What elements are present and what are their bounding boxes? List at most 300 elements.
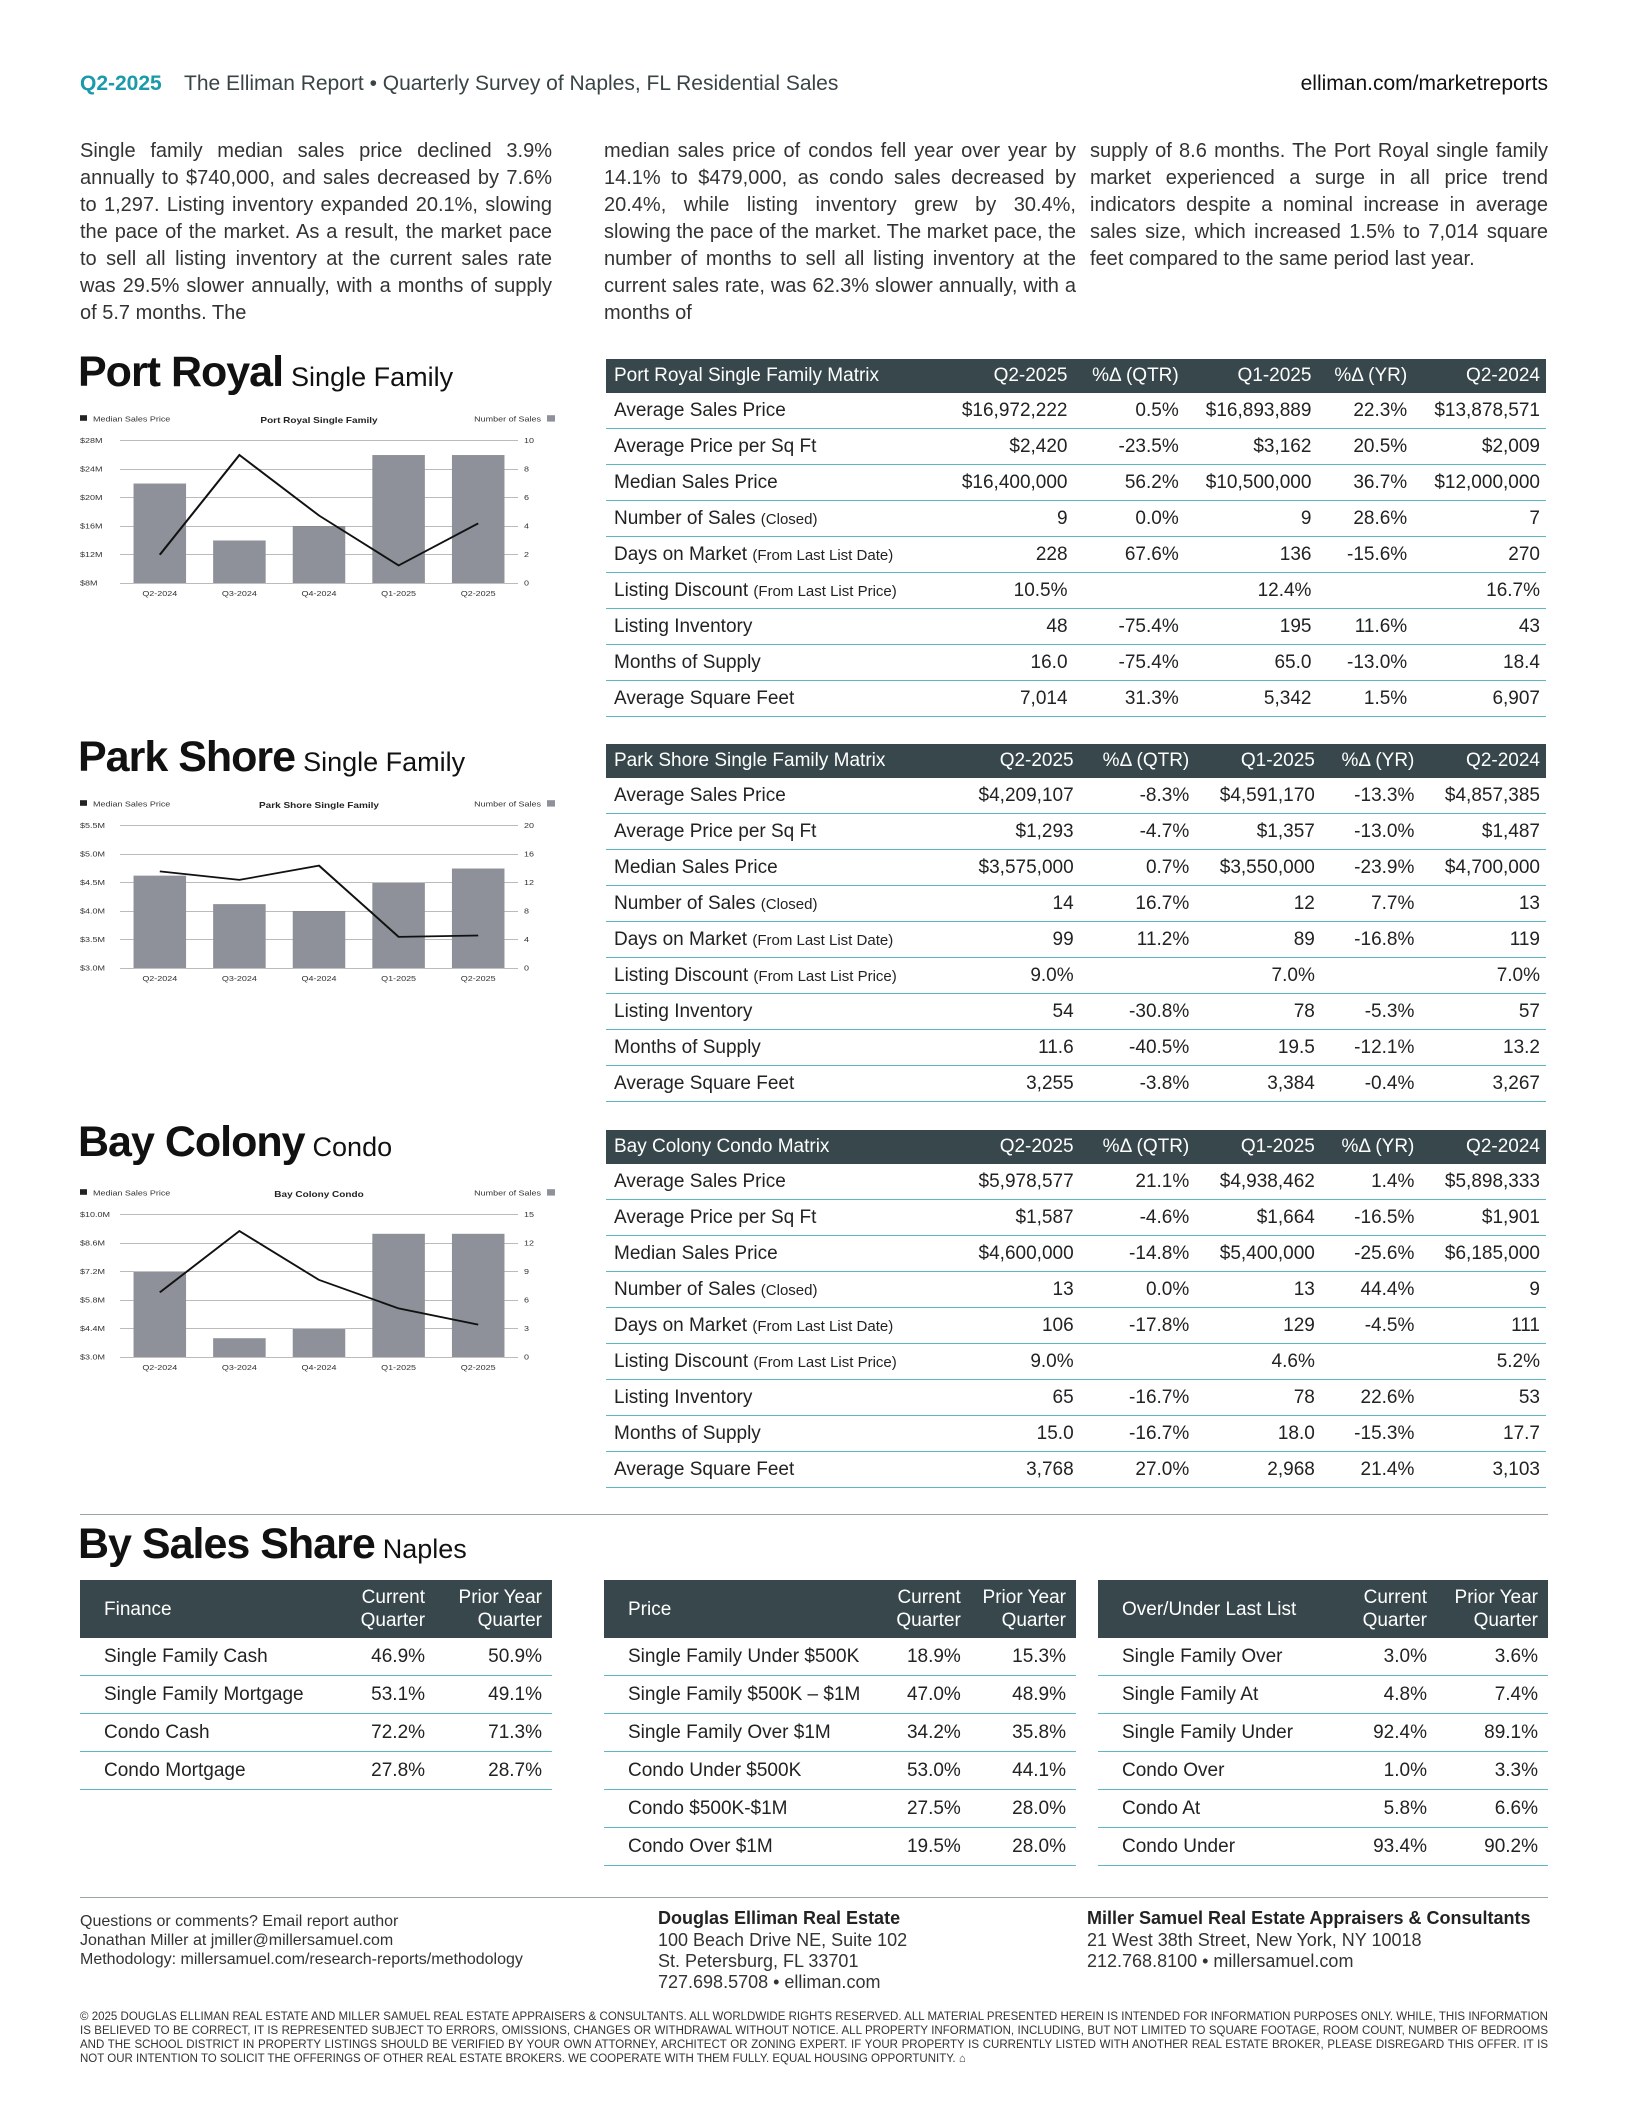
matrix-cell: 195: [1185, 609, 1318, 645]
share-row: [1098, 1714, 1548, 1752]
report-title: The Elliman Report • Quarterly Survey of Naples, FL Residential Sales: [184, 72, 839, 95]
share-row: [604, 1752, 1076, 1790]
chart-bay-colony: [80, 1186, 558, 1386]
section-title-port-royal: Port Royal Single Family: [78, 348, 454, 396]
share-cell: 5.8%: [1332, 1790, 1437, 1828]
matrix-cell: -16.7%: [1080, 1416, 1196, 1452]
matrix-row: [606, 1416, 1546, 1452]
legend-number-of-sales: Number of Sales: [474, 1189, 541, 1198]
right-axis-tick: 0: [524, 1353, 530, 1362]
matrix-cell: $2,009: [1413, 429, 1546, 465]
metric-name: Average Sales Price: [614, 1170, 786, 1192]
metric-name: Average Price per Sq Ft: [614, 435, 817, 457]
matrix-cell: $5,978,577: [954, 1164, 1080, 1200]
matrix-cell: 54: [954, 994, 1080, 1030]
footer-douglas-elliman: [658, 1908, 907, 1993]
metric-name: Months of Supply: [614, 1422, 761, 1444]
share-cell: 53.1%: [325, 1676, 435, 1714]
matrix-row-label: [606, 609, 941, 645]
metric-name: Number of Sales: [614, 507, 756, 529]
matrix-row-label: [606, 814, 954, 850]
matrix-row: [606, 958, 1546, 994]
metric-qualifier: (From Last List Date): [752, 1317, 894, 1335]
matrix-cell: 5.2%: [1420, 1344, 1546, 1380]
matrix-cell: 21.4%: [1321, 1452, 1421, 1488]
matrix-row: [606, 1066, 1546, 1102]
matrix-cell: 106: [954, 1308, 1080, 1344]
intro-paragraph-3: supply of 8.6 months. The Port Royal single family market experienced a surge in all price trend indicators despite a nominal increase in average sales size, which increased 1.5% to 7,014 square feet compared to the same period last year.: [1090, 140, 1548, 270]
section-title-park-shore: Park Shore Single Family: [78, 733, 466, 781]
metric-name: Months of Supply: [614, 1036, 761, 1058]
share-cell: 49.1%: [435, 1676, 552, 1714]
metric-name: Median Sales Price: [614, 471, 778, 493]
matrix-cell: -13.0%: [1317, 645, 1413, 681]
metric-name: Average Sales Price: [614, 399, 786, 421]
matrix-cell: 9.0%: [954, 1344, 1080, 1380]
matrix-row: [606, 537, 1546, 573]
matrix-cell: 136: [1185, 537, 1318, 573]
matrix-cell: $4,700,000: [1420, 850, 1546, 886]
matrix-cell: 65.0: [1185, 645, 1318, 681]
share-row-label: Condo Over: [1098, 1752, 1332, 1790]
matrix-cell: 3,267: [1420, 1066, 1546, 1102]
x-axis-tick: Q1-2025: [381, 1363, 417, 1372]
share-cell: 89.1%: [1437, 1714, 1548, 1752]
matrix-cell: 31.3%: [1074, 681, 1185, 717]
metric-name: Average Price per Sq Ft: [614, 820, 817, 842]
metric-name: Listing Inventory: [614, 1386, 753, 1408]
matrix-row-label: [606, 1380, 954, 1416]
share-cell: 34.2%: [870, 1714, 970, 1752]
footer-de-contact[interactable]: 727.698.5708 • elliman.com: [658, 1972, 881, 1992]
share-row: [80, 1638, 552, 1676]
bar-number-of-sales: [452, 1234, 505, 1357]
matrix-cell: $16,893,889: [1185, 393, 1318, 429]
matrix-column-header: %Δ (YR): [1321, 1130, 1421, 1164]
metric-name: Median Sales Price: [614, 856, 778, 878]
matrix-cell: 18.0: [1195, 1416, 1321, 1452]
matrix-cell: 27.0%: [1080, 1452, 1196, 1488]
matrix-cell: -16.8%: [1321, 922, 1421, 958]
share-row: [604, 1828, 1076, 1866]
right-axis-tick: 12: [524, 1239, 534, 1248]
matrix-cell: 13: [1195, 1272, 1321, 1308]
share-cell: 3.0%: [1332, 1638, 1437, 1676]
matrix-cell: 14: [954, 886, 1080, 922]
bar-number-of-sales: [293, 1329, 346, 1357]
matrix-cell: $4,591,170: [1195, 778, 1321, 814]
matrix-cell: -23.9%: [1321, 850, 1421, 886]
matrix-cell: [1321, 1344, 1421, 1380]
metric-name: Listing Inventory: [614, 1000, 753, 1022]
matrix-cell: 5,342: [1185, 681, 1318, 717]
matrix-cell: 16.7%: [1080, 886, 1196, 922]
bar-number-of-sales: [213, 904, 266, 968]
legend-swatch-sales: [547, 415, 555, 421]
legend-swatch-sales: [547, 1189, 555, 1195]
matrix-row-label: [606, 501, 941, 537]
left-axis-tick: $5.8M: [80, 1296, 105, 1305]
right-axis-tick: 6: [524, 1296, 530, 1305]
matrix-row-label: [606, 429, 941, 465]
matrix-cell: $3,162: [1185, 429, 1318, 465]
right-axis-tick: 10: [524, 437, 534, 445]
matrix-cell: $16,400,000: [941, 465, 1074, 501]
metric-name: Number of Sales: [614, 892, 756, 914]
right-axis-tick: 6: [524, 493, 530, 502]
bar-number-of-sales: [134, 484, 187, 584]
share-row: [80, 1676, 552, 1714]
matrix-row-label: [606, 1200, 954, 1236]
bar-number-of-sales: [372, 1234, 425, 1357]
matrix-cell: $12,000,000: [1413, 465, 1546, 501]
right-axis-tick: 3: [524, 1324, 530, 1333]
bar-number-of-sales: [213, 1338, 266, 1357]
share-cell: 71.3%: [435, 1714, 552, 1752]
matrix-row: [606, 778, 1546, 814]
matrix-cell: 9: [1185, 501, 1318, 537]
share-row-label: Single Family Over: [1098, 1638, 1332, 1676]
matrix-cell: -12.1%: [1321, 1030, 1421, 1066]
matrix-cell: -14.8%: [1080, 1236, 1196, 1272]
left-axis-tick: $10.0M: [80, 1211, 110, 1219]
chart-title: Bay Colony Condo: [274, 1190, 364, 1199]
matrix-row-label: [606, 958, 954, 994]
left-axis-tick: $5.0M: [80, 850, 105, 859]
footer-de-address-2: St. Petersburg, FL 33701: [658, 1951, 859, 1971]
footer-de-name: Douglas Elliman Real Estate: [658, 1908, 901, 1928]
matrix-row-label: [606, 1066, 954, 1102]
matrix-row-label: [606, 1308, 954, 1344]
matrix-row: [606, 429, 1546, 465]
matrix-row: [606, 1380, 1546, 1416]
footer-ms-contact[interactable]: 212.768.8100 • millersamuel.com: [1087, 1951, 1354, 1971]
matrix-row: [606, 922, 1546, 958]
matrix-row-label: [606, 1272, 954, 1308]
matrix-cell: -75.4%: [1074, 645, 1185, 681]
matrix-row: [606, 1272, 1546, 1308]
share-header-row: [80, 1580, 552, 1638]
matrix-cell: 0.0%: [1074, 501, 1185, 537]
legend-swatch-median: [80, 1189, 87, 1195]
matrix-cell: 270: [1413, 537, 1546, 573]
matrix-cell: -23.5%: [1074, 429, 1185, 465]
matrix-cell: [1080, 958, 1196, 994]
matrix-cell: 7,014: [941, 681, 1074, 717]
metric-name: Days on Market: [614, 928, 748, 950]
matrix-cell: 16.0: [941, 645, 1074, 681]
share-cell: 35.8%: [971, 1714, 1076, 1752]
bar-number-of-sales: [372, 455, 425, 583]
x-axis-tick: Q2-2025: [460, 589, 496, 598]
matrix-cell: 22.6%: [1321, 1380, 1421, 1416]
metric-qualifier: (From Last List Date): [752, 546, 894, 564]
bar-number-of-sales: [372, 883, 425, 968]
matrix-cell: 10.5%: [941, 573, 1074, 609]
metric-name: Median Sales Price: [614, 1242, 778, 1264]
matrix-cell: 56.2%: [1074, 465, 1185, 501]
matrix-row-label: [606, 778, 954, 814]
matrix-cell: 18.4: [1413, 645, 1546, 681]
matrix-cell: 19.5: [1195, 1030, 1321, 1066]
matrix-cell: -15.3%: [1321, 1416, 1421, 1452]
share-row-label: Single Family Over $1M: [604, 1714, 870, 1752]
matrix-cell: $3,575,000: [954, 850, 1080, 886]
matrix-cell: 43: [1413, 609, 1546, 645]
matrix-row: [606, 886, 1546, 922]
metric-name: Average Price per Sq Ft: [614, 1206, 817, 1228]
footer-miller-samuel: [1087, 1908, 1530, 1972]
line-median-sales-price: [160, 1231, 478, 1325]
share-row: [604, 1676, 1076, 1714]
right-axis-tick: 9: [524, 1267, 530, 1276]
matrix-cell: 22.3%: [1317, 393, 1413, 429]
share-column-header: Current Quarter: [1332, 1580, 1437, 1638]
share-cell: 6.6%: [1437, 1790, 1548, 1828]
share-row-label: Single Family Cash: [80, 1638, 325, 1676]
matrix-row-label: [606, 1416, 954, 1452]
matrix-cell: 9: [1420, 1272, 1546, 1308]
right-axis-tick: 4: [524, 935, 530, 944]
metric-qualifier: (From Last List Price): [753, 1353, 897, 1371]
matrix-column-header: %Δ (YR): [1317, 359, 1413, 393]
left-axis-tick: $24M: [80, 465, 103, 474]
matrix-row: [606, 393, 1546, 429]
x-axis-tick: Q4-2024: [301, 589, 337, 598]
bar-number-of-sales: [452, 869, 505, 969]
matrix-cell: -8.3%: [1080, 778, 1196, 814]
matrix-row-label: [606, 645, 941, 681]
matrix-row: [606, 465, 1546, 501]
share-column-header: Over/Under Last List: [1098, 1580, 1332, 1638]
matrix-row-label: [606, 1164, 954, 1200]
matrix-cell: -4.6%: [1080, 1200, 1196, 1236]
matrix-cell: [1074, 573, 1185, 609]
matrix-cell: [1317, 573, 1413, 609]
share-cell: 92.4%: [1332, 1714, 1437, 1752]
matrix-cell: 78: [1195, 994, 1321, 1030]
matrix-cell: 0.0%: [1080, 1272, 1196, 1308]
matrix-header-row: [606, 744, 1546, 778]
matrix-cell: -25.6%: [1321, 1236, 1421, 1272]
matrix-column-header: Q2-2025: [941, 359, 1074, 393]
share-column-header: Price: [604, 1580, 870, 1638]
matrix-cell: $4,209,107: [954, 778, 1080, 814]
chart-title: Port Royal Single Family: [260, 416, 378, 425]
bar-number-of-sales: [134, 876, 187, 969]
bar-number-of-sales: [213, 540, 266, 583]
matrix-column-header: Q1-2025: [1195, 1130, 1321, 1164]
intro-paragraph-1: Single family median sales price declined 3.9% annually to $740,000, and sales decreased by 7.6% to 1,297. Listing inventory expanded 20.1%, slowing the pace of the market. As a result, the market pace to sell all listing inventory at the current sales rate was 29.5% slower annually, with a months of supply of 5.7 months. The: [80, 140, 552, 324]
matrix-cell: -3.8%: [1080, 1066, 1196, 1102]
matrix-column-header: Q2-2024: [1420, 1130, 1546, 1164]
matrix-cell: 3,768: [954, 1452, 1080, 1488]
bar-number-of-sales: [452, 455, 505, 583]
matrix-title: Port Royal Single Family Matrix: [606, 359, 941, 393]
legend-swatch-sales: [547, 800, 555, 806]
share-row-label: Condo Under $500K: [604, 1752, 870, 1790]
matrix-cell: $1,487: [1420, 814, 1546, 850]
section-divider: [80, 1514, 1548, 1515]
share-cell: 4.8%: [1332, 1676, 1437, 1714]
left-axis-tick: $20M: [80, 493, 103, 502]
share-cell: 90.2%: [1437, 1828, 1548, 1866]
matrix-cell: 4.6%: [1195, 1344, 1321, 1380]
chart-port-royal: [80, 412, 558, 612]
share-cell: 53.0%: [870, 1752, 970, 1790]
matrix-cell: 7.0%: [1195, 958, 1321, 994]
footer-ms-address: 21 West 38th Street, New York, NY 10018: [1087, 1930, 1422, 1950]
share-cell: 15.3%: [971, 1638, 1076, 1676]
x-axis-tick: Q1-2025: [381, 589, 417, 598]
matrix-row: [606, 573, 1546, 609]
share-row-label: Condo Cash: [80, 1714, 325, 1752]
legend-swatch-median: [80, 415, 87, 421]
share-cell: 18.9%: [870, 1638, 970, 1676]
metric-qualifier: (Closed): [760, 1281, 818, 1299]
share-cell: 28.0%: [971, 1828, 1076, 1866]
share-row-label: Single Family At: [1098, 1676, 1332, 1714]
footer-author-email[interactable]: Jonathan Miller at jmiller@millersamuel.com: [80, 1932, 394, 1949]
metric-name: Number of Sales: [614, 1278, 756, 1300]
copyright-text: © 2025 DOUGLAS ELLIMAN REAL ESTATE AND MILLER SAMUEL REAL ESTATE APPRAISERS & CONSULTANTS. ALL WORLDWIDE RIGHTS RESERVED. ALL MATERIAL PRESENTED HEREIN IS INTENDED FOR INFORMATION PURPOSES ONLY. WHILE, THIS INFORMATION IS BELIEVED TO BE CORRECT, IT IS REPRESENTED SUBJECT TO ERRORS, OMISSIONS, CHANGES OR WITHDRAWAL WITHOUT NOTICE. ALL PROPERTY INFORMATION, INCLUDING, BUT NOT LIMITED TO SQUARE FOOTAGE, ROOM COUNT, NUMBER OF BEDROOMS AND THE SCHOOL DISTRICT IN PROPERTY LISTINGS SHOULD BE VERIFIED BY YOUR OWN ATTORNEY, ARCHITECT OR ZONING EXPERT. IF YOUR PROPERTY IS CURRENTLY LISTED WITH ANOTHER REAL ESTATE BROKER, PLEASE DISREGARD THIS OFFER. IT IS NOT OUR INTENTION TO SOLICIT THE OFFERINGS OF OTHER REAL ESTATE BROKERS. WE COOPERATE WITH THEM FULLY. EQUAL HOUSING OPPORTUNITY.: [80, 2011, 1548, 2065]
matrix-bay-colony: [606, 1130, 1546, 1488]
right-axis-tick: 8: [524, 465, 530, 474]
left-axis-tick: $8M: [80, 579, 98, 588]
matrix-row: [606, 1236, 1546, 1272]
matrix-row-label: [606, 681, 941, 717]
matrix-cell: 1.5%: [1317, 681, 1413, 717]
share-row: [604, 1714, 1076, 1752]
equal-housing-icon: ⌂: [958, 2053, 966, 2065]
matrix-cell: $2,420: [941, 429, 1074, 465]
sales-share-list-table: [1098, 1580, 1548, 1866]
share-cell: 46.9%: [325, 1638, 435, 1676]
share-column-header: Current Quarter: [325, 1580, 435, 1638]
report-quarter: Q2-2025: [80, 72, 162, 95]
matrix-cell: $10,500,000: [1185, 465, 1318, 501]
matrix-cell: 228: [941, 537, 1074, 573]
legend-median-sales-price: Median Sales Price: [93, 415, 171, 424]
x-axis-tick: Q3-2024: [221, 1363, 257, 1372]
footer-divider: [80, 1897, 1548, 1898]
left-axis-tick: $3.5M: [80, 935, 105, 944]
left-axis-tick: $4.4M: [80, 1324, 105, 1333]
matrix-row: [606, 850, 1546, 886]
matrix-cell: 119: [1420, 922, 1546, 958]
footer-de-address-1: 100 Beach Drive NE, Suite 102: [658, 1930, 908, 1950]
matrix-cell: $1,901: [1420, 1200, 1546, 1236]
matrix-cell: 65: [954, 1380, 1080, 1416]
left-axis-tick: $28M: [80, 437, 103, 445]
share-row: [1098, 1790, 1548, 1828]
matrix-column-header: Q1-2025: [1185, 359, 1318, 393]
share-row-label: Condo Mortgage: [80, 1752, 325, 1790]
matrix-cell: 6,907: [1413, 681, 1546, 717]
matrix-cell: $3,550,000: [1195, 850, 1321, 886]
matrix-cell: 67.6%: [1074, 537, 1185, 573]
matrix-cell: [1321, 958, 1421, 994]
metric-qualifier: (From Last List Date): [752, 931, 894, 949]
share-column-header: Prior Year Quarter: [435, 1580, 552, 1638]
matrix-cell: 11.6%: [1317, 609, 1413, 645]
matrix-cell: 111: [1420, 1308, 1546, 1344]
matrix-row-label: [606, 393, 941, 429]
bar-number-of-sales: [134, 1272, 187, 1357]
matrix-cell: 78: [1195, 1380, 1321, 1416]
section-title-sales-share: By Sales Share Naples: [78, 1520, 467, 1568]
matrix-column-header: Q1-2025: [1195, 744, 1321, 778]
share-cell: 27.5%: [870, 1790, 970, 1828]
matrix-cell: $16,972,222: [941, 393, 1074, 429]
matrix-column-header: %Δ (QTR): [1074, 359, 1185, 393]
matrix-cell: 36.7%: [1317, 465, 1413, 501]
bar-number-of-sales: [293, 911, 346, 968]
matrix-cell: -5.3%: [1321, 994, 1421, 1030]
metric-qualifier: (Closed): [760, 895, 818, 913]
share-cell: 44.1%: [971, 1752, 1076, 1790]
share-row-label: Single Family Under: [1098, 1714, 1332, 1752]
left-axis-tick: $12M: [80, 550, 103, 559]
share-row-label: Single Family Under $500K: [604, 1638, 870, 1676]
share-column-header: Current Quarter: [870, 1580, 970, 1638]
copyright-notice: [80, 2010, 1548, 2066]
matrix-cell: 7: [1413, 501, 1546, 537]
matrix-port-royal: [606, 359, 1546, 717]
left-axis-tick: $4.5M: [80, 878, 105, 887]
market-reports-link[interactable]: elliman.com/marketreports: [1300, 72, 1548, 95]
matrix-row: [606, 1200, 1546, 1236]
matrix-cell: $1,293: [954, 814, 1080, 850]
matrix-row-label: [606, 922, 954, 958]
share-row-label: Condo Under: [1098, 1828, 1332, 1866]
matrix-row-label: [606, 1236, 954, 1272]
matrix-row-label: [606, 1344, 954, 1380]
x-axis-tick: Q2-2024: [142, 589, 178, 598]
share-header-row: [1098, 1580, 1548, 1638]
matrix-cell: 13.2: [1420, 1030, 1546, 1066]
matrix-row: [606, 1308, 1546, 1344]
sales-share-finance-table: [80, 1580, 552, 1790]
matrix-row: [606, 1344, 1546, 1380]
share-cell: 93.4%: [1332, 1828, 1437, 1866]
matrix-cell: 3,255: [954, 1066, 1080, 1102]
matrix-cell: 16.7%: [1413, 573, 1546, 609]
footer-methodology-link[interactable]: Methodology: millersamuel.com/research-reports/methodology: [80, 1951, 523, 1968]
matrix-cell: -13.3%: [1321, 778, 1421, 814]
matrix-row: [606, 814, 1546, 850]
footer-questions: Questions or comments? Email report author: [80, 1913, 399, 1930]
matrix-cell: 129: [1195, 1308, 1321, 1344]
matrix-park-shore: [606, 744, 1546, 1102]
matrix-cell: $6,185,000: [1420, 1236, 1546, 1272]
share-row-label: Condo At: [1098, 1790, 1332, 1828]
matrix-cell: -16.5%: [1321, 1200, 1421, 1236]
matrix-row-label: [606, 465, 941, 501]
right-axis-tick: 12: [524, 878, 534, 887]
share-row: [80, 1714, 552, 1752]
left-axis-tick: $4.0M: [80, 907, 105, 916]
metric-name: Listing Discount: [614, 1350, 749, 1372]
x-axis-tick: Q4-2024: [301, 974, 337, 983]
matrix-cell: 13: [1420, 886, 1546, 922]
intro-paragraph-2: median sales price of condos fell year over year by 14.1% to $479,000, as condo sales decreased by 20.4%, while listing inventory grew by 30.4%, slowing the pace of the market. The market pace, the number of months to sell all listing inventory at the current sales rate, was 62.3% slower annually, with a months of: [604, 140, 1076, 324]
matrix-row: [606, 609, 1546, 645]
matrix-cell: -0.4%: [1321, 1066, 1421, 1102]
left-axis-tick: $8.6M: [80, 1239, 105, 1248]
share-cell: 50.9%: [435, 1638, 552, 1676]
matrix-cell: 48: [941, 609, 1074, 645]
